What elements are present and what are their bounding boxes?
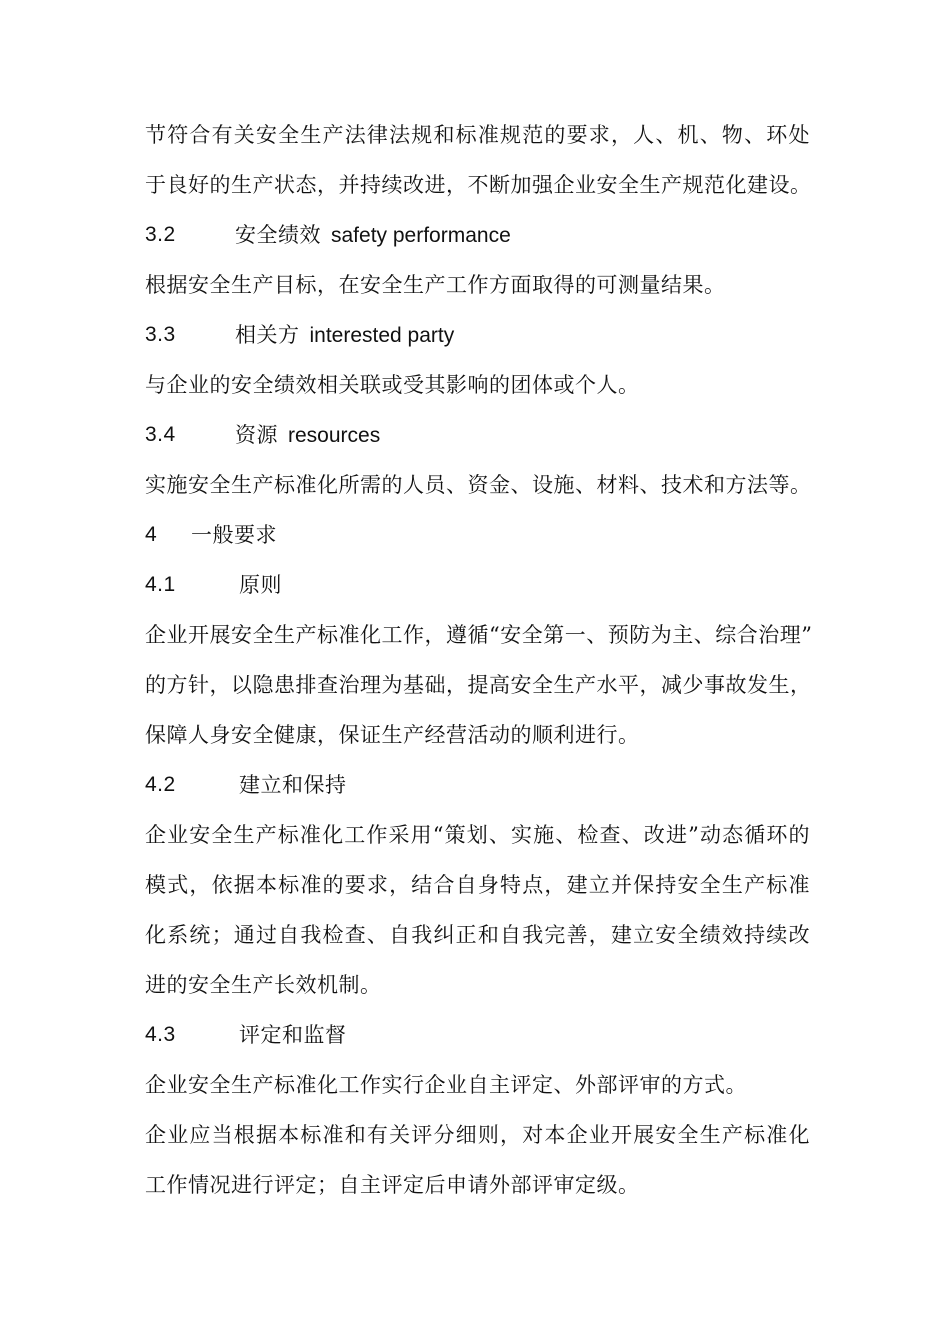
section-title-cn: 评定和监督 [239, 1023, 347, 1047]
section-title-cn: 安全绩效 [235, 223, 321, 247]
section-title-en: safety performance [331, 224, 511, 247]
section-number: 3.3 [145, 323, 176, 346]
paragraph-line: 企业安全生产标准化工作实行企业自主评定、外部评审的方式。 [145, 1073, 747, 1097]
section-number: 3.4 [145, 423, 176, 446]
paragraph-line: 进的安全生产长效机制。 [145, 973, 382, 997]
paragraph-line: 企业开展安全生产标准化工作，遵循“安全第一、预防为主、综合治理” [145, 623, 813, 647]
paragraph-line: 企业应当根据本标准和有关评分细则，对本企业开展安全生产标准化 [145, 1123, 810, 1147]
section-number: 4.3 [145, 1023, 176, 1046]
paragraph-line: 实施安全生产标准化所需的人员、资金、设施、材料、技术和方法等。 [145, 473, 812, 497]
section-number: 4.2 [145, 773, 176, 796]
section-title-cn: 相关方 [235, 323, 300, 347]
section-number: 4 [145, 523, 158, 546]
section-title-cn: 原则 [239, 573, 282, 597]
section-number: 3.2 [145, 223, 176, 246]
section-title [235, 220, 511, 251]
section-title-cn: 资源 [235, 423, 278, 447]
paragraph-line: 根据安全生产目标，在安全生产工作方面取得的可测量结果。 [145, 273, 726, 297]
section-title-en: interested party [309, 324, 455, 347]
paragraph-line: 化系统；通过自我检查、自我纠正和自我完善，建立安全绩效持续改 [145, 923, 810, 947]
paragraph-line: 模式，依据本标准的要求，结合自身特点，建立并保持安全生产标准 [145, 873, 810, 897]
paragraph-line: 节符合有关安全生产法律法规和标准规范的要求，人、机、物、环处 [145, 123, 810, 147]
section-title-en: resources [288, 424, 381, 447]
section-title-cn: 一般要求 [191, 523, 277, 547]
section-title [235, 320, 454, 351]
paragraph-line: 保障人身安全健康，保证生产经营活动的顺利进行。 [145, 723, 640, 747]
paragraph-line: 工作情况进行评定；自主评定后申请外部评审定级。 [145, 1173, 640, 1197]
paragraph-line: 于良好的生产状态，并持续改进，不断加强企业安全生产规范化建设。 [145, 173, 812, 197]
section-title-cn: 建立和保持 [239, 773, 347, 797]
paragraph-line: 与企业的安全绩效相关联或受其影响的团体或个人。 [145, 373, 640, 397]
section-title [235, 420, 380, 451]
paragraph-line: 企业安全生产标准化工作采用“策划、实施、检查、改进”动态循环的 [145, 823, 810, 847]
paragraph-line: 的方针，以隐患排查治理为基础，提高安全生产水平，减少事故发生， [145, 673, 812, 697]
section-number: 4.1 [145, 573, 176, 596]
